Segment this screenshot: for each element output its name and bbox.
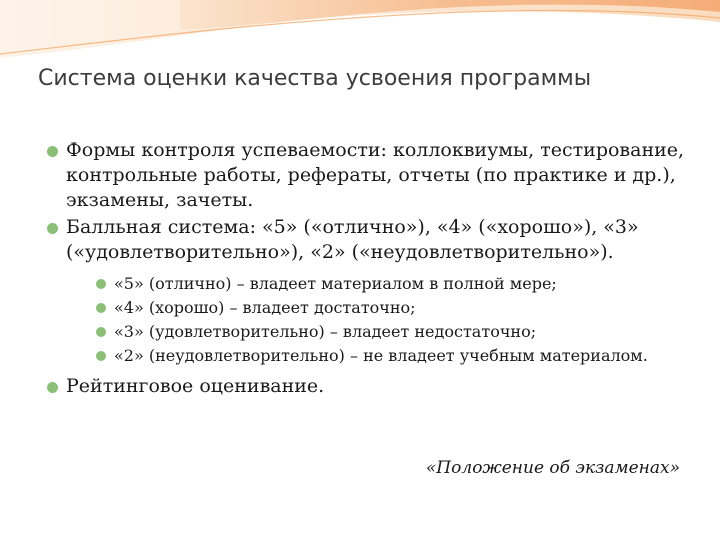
bullet-icon xyxy=(96,303,106,313)
sub-list-item-text: «2» (неудовлетворительно) – не владеет учебным материалом. xyxy=(114,346,648,365)
sub-list-item-text: «5» (отлично) – владеет материалом в полной мере; xyxy=(114,274,557,293)
bullet-icon xyxy=(96,279,106,289)
bullet-icon xyxy=(47,146,58,157)
list-item-grading-system xyxy=(44,215,694,366)
bullet-icon xyxy=(47,223,58,234)
source-citation: «Положение об экзаменах» xyxy=(425,458,680,478)
bullet-icon xyxy=(96,351,106,361)
sub-list-item-grade-5 xyxy=(94,273,694,294)
list-item-rating xyxy=(44,374,694,399)
sub-list-item-grade-4 xyxy=(94,297,694,318)
sub-list-item-text: «3» (удовлетворительно) – владеет недостаточно; xyxy=(114,322,537,341)
sub-bullet-list xyxy=(94,273,694,366)
list-item-text: Формы контроля успеваемости: коллоквиумы, тестирование, контрольные работы, рефераты, отчеты (по практике и др.), экзамены, зачеты. xyxy=(66,139,685,211)
bullet-icon xyxy=(96,327,106,337)
sub-list-item-grade-2 xyxy=(94,345,694,366)
sub-list-item-text: «4» (хорошо) – владеет достаточно; xyxy=(114,298,416,317)
sub-list-item-grade-3 xyxy=(94,321,694,342)
page-title: Система оценки качества усвоения программы xyxy=(38,66,592,91)
decorative-wave-banner xyxy=(0,0,720,60)
list-item-text: Балльная система: «5» («отлично»), «4» («хорошо»), «3» («удовлетворительно»), «2» («неудовлетворительно»). xyxy=(66,216,639,263)
list-item-text: Рейтинговое оценивание. xyxy=(66,375,325,397)
list-item-control-forms xyxy=(44,138,694,213)
bullet-list xyxy=(44,138,694,401)
bullet-icon xyxy=(47,382,58,393)
